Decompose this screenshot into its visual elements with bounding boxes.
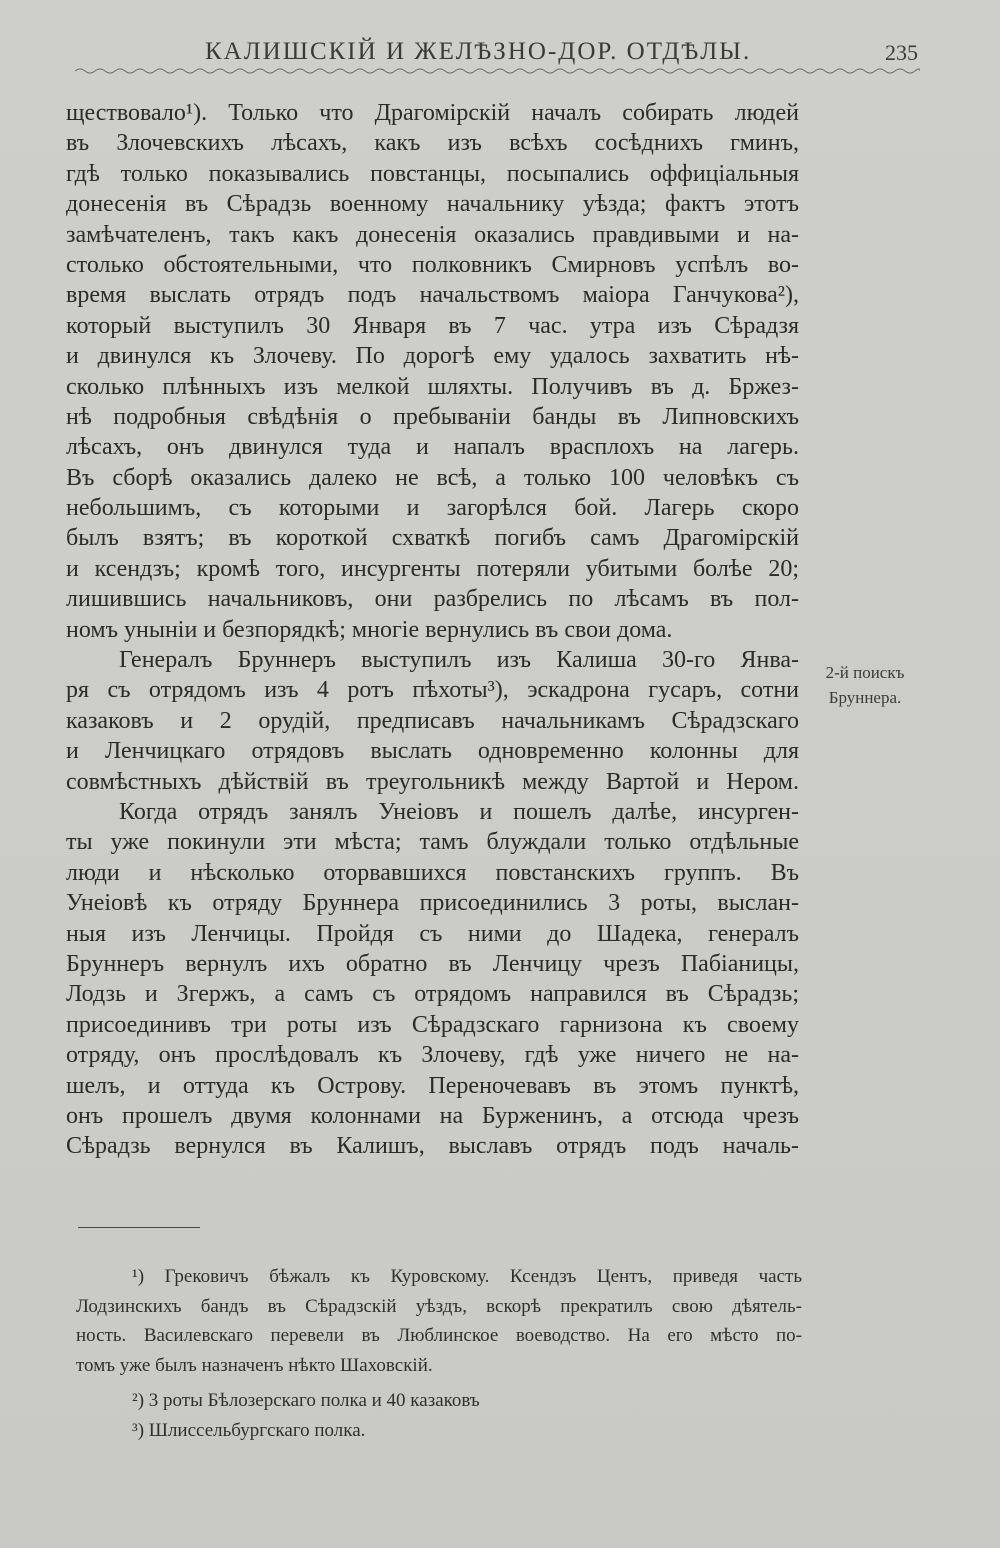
text-line: казаковъ и 2 орудій, предписавъ начальникамъ Сѣрадзскаго	[66, 707, 799, 734]
footnote-3	[76, 1416, 802, 1446]
footnote-line: ¹) Грековичъ бѣжалъ къ Куровскому. Ксендзъ Центъ, приведя часть	[132, 1266, 802, 1287]
footnote-2	[76, 1386, 802, 1416]
text-line: небольшимъ, съ которыми и загорѣлся бой. Лагерь скоро	[66, 495, 799, 522]
text-line: Сѣрадзь вернулся въ Калишъ, выславъ отрядъ подъ началь-	[66, 1133, 799, 1160]
text-line: лѣсахъ, онъ двинулся туда и напалъ врасплохъ на лагерь.	[66, 434, 799, 461]
footnote-line: ³) Шлиссельбургскаго полка.	[132, 1419, 366, 1441]
text-line: совмѣстныхъ дѣйствій въ треугольникѣ между Вартой и Нером.	[66, 768, 799, 795]
text-line: нѣ подробныя свѣдѣнія о пребываніи банды въ Липновскихъ	[66, 403, 799, 430]
text-line: люди и нѣсколько оторвавшихся повстанскихъ группъ. Въ	[66, 859, 799, 886]
text-line: Въ сборѣ оказались далеко не всѣ, а только 100 человѣкъ съ	[66, 464, 799, 491]
text-line: и ксендзъ; кромѣ того, инсургенты потеряли убитыми болѣе 20;	[66, 555, 799, 582]
text-line: Унеіовѣ къ отряду Бруннера присоединились 3 роты, выслан-	[66, 890, 799, 917]
margin-note-line: 2-й поискъ	[825, 663, 905, 682]
text-line: ря съ отрядомъ изъ 4 ротъ пѣхоты³), эскадрона гусаръ, сотни	[66, 677, 799, 704]
text-line: шелъ, и оттуда къ Острову. Переночевавъ въ этомъ пунктѣ,	[66, 1072, 799, 1099]
text-line: былъ взятъ; въ короткой схваткѣ погибъ самъ Драгомірскій	[66, 525, 799, 552]
main-text	[66, 98, 799, 1162]
footnote-separator	[78, 1227, 200, 1228]
text-line: ныя изъ Ленчицы. Пройдя съ ними до Шадека, генералъ	[66, 920, 799, 947]
margin-note-line: Бруннера.	[828, 688, 902, 707]
text-line: который выступилъ 30 Января въ 7 час. утра изъ Сѣрадзя	[66, 312, 799, 339]
footnotes	[76, 1262, 802, 1445]
footnote-line: Лодзинскихъ бандъ въ Сѣрадзскій уѣздъ, вскорѣ прекратилъ свою дѣятель-	[76, 1295, 802, 1317]
text-line: Бруннеръ вернулъ ихъ обратно въ Ленчицу чрезъ Пабіаницы,	[66, 950, 799, 977]
ornamental-rule	[75, 66, 920, 76]
running-title: КАЛИШСКІЙ И ЖЕЛѢЗНО-ДОР. ОТДѢЛЫ.	[205, 38, 752, 65]
text-line: Лодзь и Згержъ, а самъ съ отрядомъ направился въ Сѣрадзь;	[66, 981, 799, 1008]
margin-note	[810, 660, 920, 710]
text-line: отряду, онъ прослѣдовалъ къ Злочеву, гдѣ уже ничего не на-	[66, 1042, 799, 1069]
page-number: 235	[885, 40, 918, 65]
footnote-1	[76, 1262, 802, 1380]
text-line: донесенія въ Сѣрадзь военному начальнику уѣзда; фактъ этотъ	[66, 191, 799, 218]
text-line: присоединивъ три роты изъ Сѣрадзскаго гарнизона къ своему	[66, 1011, 799, 1038]
text-line: лишившись начальниковъ, они разбрелись по лѣсамъ въ пол-	[66, 586, 799, 613]
text-line: и двинулся къ Злочеву. По дорогѣ ему удалось захватить нѣ-	[66, 343, 799, 370]
footnote-line: ность. Василевскаго перевели въ Люблинское воеводство. На его мѣсто по-	[76, 1325, 802, 1346]
text-line: столько обстоятельными, что полковникъ Смирновъ успѣлъ во-	[66, 251, 799, 278]
text-line: замѣчателенъ, такъ какъ донесенія оказались правдивыми и на-	[66, 221, 799, 248]
text-line: гдѣ только показывались повстанцы, посыпались оффиціальныя	[66, 160, 799, 187]
text-line: и Ленчицкаго отрядовъ выслать одновременно колонны для	[66, 738, 799, 765]
text-line: ществовало¹). Только что Драгомірскій началъ собирать людей	[66, 100, 799, 126]
text-line: ты уже покинули эти мѣста; тамъ блуждали только отдѣльные	[66, 829, 799, 856]
footnote-line: томъ уже былъ назначенъ нѣкто Шаховскій.	[76, 1354, 433, 1376]
footnote-line: ²) 3 роты Бѣлозерскаго полка и 40 казаковъ	[132, 1390, 480, 1411]
text-line: номъ уныніи и безпорядкѣ; многіе вернулись въ свои дома.	[66, 616, 673, 643]
text-line: Генералъ Бруннеръ выступилъ изъ Калиша 30-го Янва-	[119, 647, 799, 674]
text-line: сколько плѣнныхъ изъ мелкой шляхты. Получивъ въ д. Бржез-	[66, 373, 799, 400]
text-line: Когда отрядъ занялъ Унеіовъ и пошелъ далѣе, инсурген-	[119, 798, 799, 825]
text-line: время выслать отрядъ подъ начальствомъ маіора Ганчукова²),	[66, 282, 799, 309]
text-line: въ Злочевскихъ лѣсахъ, какъ изъ всѣхъ сосѣднихъ гминъ,	[66, 130, 799, 157]
text-line: онъ прошелъ двумя колоннами на Бурженинъ, а отсюда чрезъ	[66, 1102, 799, 1129]
